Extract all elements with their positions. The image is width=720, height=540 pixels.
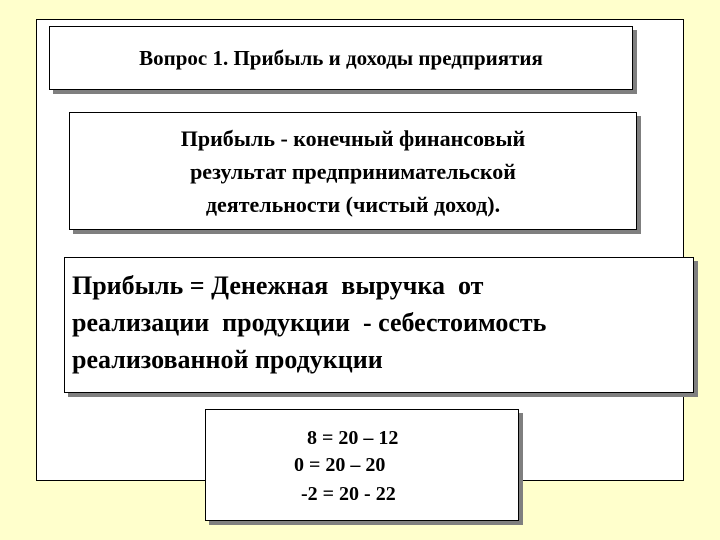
example-line: 0 = 20 – 20 [294, 454, 386, 476]
example-line: -2 = 20 - 22 [301, 483, 396, 505]
title-box [49, 26, 633, 90]
formula-line: реализованной продукции [72, 345, 383, 374]
example-line: 8 = 20 – 12 [307, 427, 399, 449]
formula-box [64, 257, 694, 393]
definition-line: деятельности (чистый доход). [205, 191, 501, 217]
definition-line: результат предпринимательской [190, 158, 516, 184]
formula-line: Прибыль = Денежная выручка от [72, 271, 484, 300]
definition-box [69, 112, 637, 230]
example-box [205, 409, 519, 521]
slide-title: Вопрос 1. Прибыль и доходы предприятия [139, 45, 543, 70]
formula-line: реализации продукции - себестоимость [72, 308, 547, 337]
definition-line: Прибыль - конечный финансовый [180, 125, 526, 151]
